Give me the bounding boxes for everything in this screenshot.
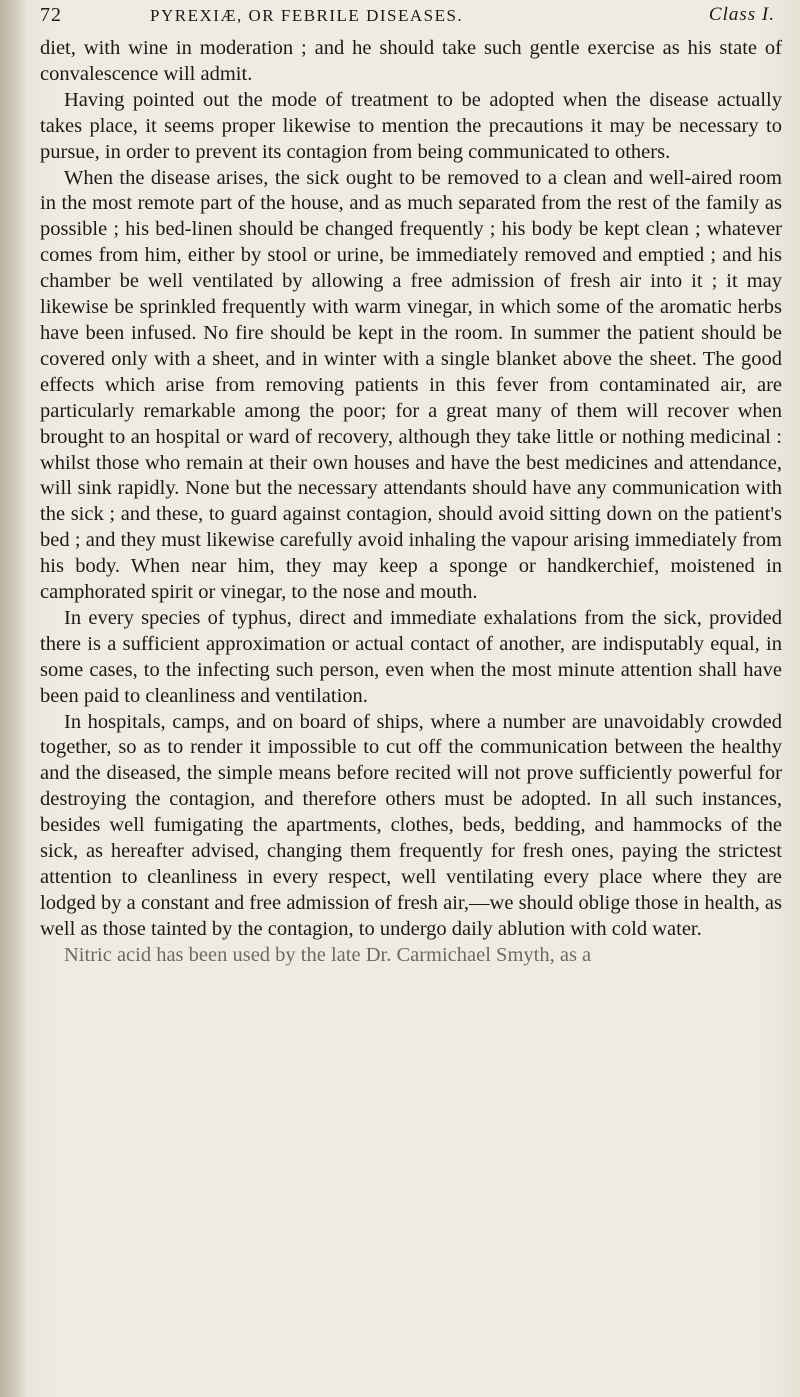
paragraph: When the disease arises, the sick ought to be removed to a clean and well-aired room in the most remote part of the house, and as much separated from the rest of the family as possible ; his bed-linen should be changed frequently ; his body be kept clean ; whatever comes from him, either by stool or urine, be immediately removed and emptied ; and his chamber be well ventilated by allowing a free admission of fresh air into it ; it may likewise be sprinkled frequently with warm vinegar, in which some of the aromatic herbs have been infused. No fire should be kept in the room. In summer the patient should be covered only with a sheet, and in winter with a single blanket above the sheet. The good effects which arise from removing patients in this fever from contaminated air, are particularly remarkable among the poor; for a great many of them will recover when brought to an hospital or ward of recovery, although they take little or nothing medicinal : whilst those who remain at their own houses and have the best medicines and attendance, will sink rapidly. None but the necessary attendants should have any communication with the sick ; and these, to guard against contagion, should avoid sitting down on the patient's bed ; and they must likewise carefully avoid inhaling the vapour arising immediately from his body. When near him, they may keep a sponge or handkerchief, moistened in camphorated spirit or vinegar, to the nose and mouth. <box>40 166 782 604</box>
paragraph: Having pointed out the mode of treatment to be adopted when the disease actually takes place, it seems proper likewise to mention the precautions it may be necessary to pursue, in order to prevent its contagion from being communicated to others. <box>40 88 782 163</box>
page-header <box>40 4 775 30</box>
page-number: 72 <box>40 4 62 26</box>
paragraph: diet, with wine in moderation ; and he should take such gentle exercise as his state of convalescence will admit. <box>40 37 782 85</box>
binding-gutter <box>0 0 26 1397</box>
body-text <box>40 36 782 969</box>
section-label: Class I. <box>708 4 775 25</box>
running-title: PYREXIÆ, OR FEBRILE DISEASES. <box>150 6 464 25</box>
paragraph: In hospitals, camps, and on board of ships, where a number are unavoidably crowded together, so as to render it impossible to cut off the communication between the healthy and the diseased, the simple means before recited will not prove sufficiently powerful for destroying the contagion, and therefore others must be adopted. In all such instances, besides well fumigating the apartments, clothes, beds, bedding, and hammocks of the sick, as hereafter advised, changing them frequently for fresh ones, paying the strictest attention to cleanliness in every respect, well ventilating every place where they are lodged by a constant and free admission of fresh air,—we should oblige those in health, as well as those tainted by the contagion, to undergo daily ablution with cold water. <box>40 710 782 940</box>
paragraph: In every species of typhus, direct and immediate exhalations from the sick, provided there is a sufficient approximation or actual contact of another, are indisputably equal, in some cases, to the infecting such person, even when the most minute attention shall have been paid to cleanliness and ventilation. <box>40 606 782 707</box>
paragraph: Nitric acid has been used by the late Dr. Carmichael Smyth, as a <box>64 943 592 966</box>
